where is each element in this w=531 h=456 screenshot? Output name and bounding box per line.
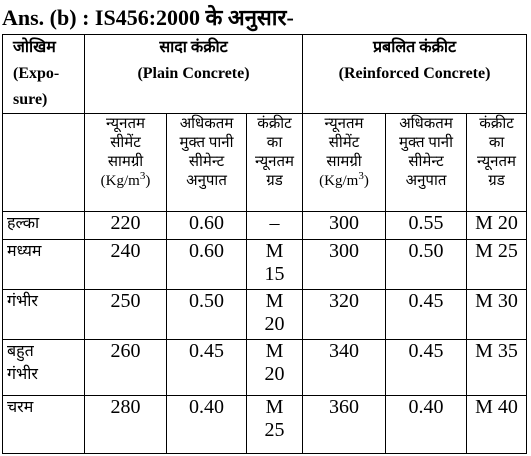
unit-superscript: 3	[139, 170, 146, 182]
plain-grade-cell	[247, 212, 303, 240]
grade-line: M	[265, 396, 284, 418]
reinforced-wc-cell: 0.55	[386, 212, 467, 240]
reinforced-cement-cell: 360	[303, 396, 386, 454]
plain-wc-cell: 0.60	[167, 240, 247, 290]
unit-line	[303, 172, 385, 191]
subheader-line: कंक्रीट	[257, 116, 292, 132]
plain-cement-cell: 280	[85, 396, 167, 454]
plain-cement-cell: 250	[85, 290, 167, 340]
reinforced-min-cement-header	[303, 114, 386, 212]
reinforced-grade-cell: M 25	[467, 240, 527, 290]
unit-text: (Kg/m	[100, 173, 140, 189]
plain-concrete-english: (Plain Concrete)	[137, 65, 250, 82]
subheader-line: का	[488, 135, 505, 151]
exposure-header-line: (Expo-	[13, 65, 60, 82]
subheader-line: अनुपात	[186, 173, 227, 189]
subheader-line: न्यूनतम	[477, 154, 517, 170]
label-line: चरम	[7, 399, 34, 416]
exposure-header	[3, 35, 85, 114]
grade-line: M	[265, 240, 284, 262]
header-row	[3, 35, 527, 114]
plain-grade-cell	[247, 290, 303, 340]
plain-cement-cell: 240	[85, 240, 167, 290]
reinforced-cement-cell: 300	[303, 212, 386, 240]
subheader-line: सामग्री	[107, 154, 144, 170]
label-line: बहुत	[7, 343, 34, 360]
plain-wc-cell: 0.45	[167, 340, 247, 396]
grade-line: 25	[264, 419, 285, 441]
subheader-line: सीमेंट	[328, 135, 360, 151]
subheader-line: न्यूनतम	[255, 154, 294, 170]
grade-line: 15	[264, 263, 285, 285]
subheader-line: न्यूनतम	[106, 116, 145, 132]
reinforced-wc-cell: 0.45	[386, 340, 467, 396]
subheader-line: ग्रड	[266, 173, 283, 189]
unit-superscript: 3	[358, 170, 364, 182]
exposure-label	[3, 290, 85, 340]
grade-line: 20	[264, 313, 285, 335]
grade-line: M	[265, 340, 284, 362]
plain-grade-cell	[247, 340, 303, 396]
subheader-line: कंक्रीट	[479, 116, 514, 132]
exposure-header-line: sure)	[13, 91, 48, 108]
exposure-label	[3, 340, 85, 396]
reinforced-concrete-english: (Reinforced Concrete)	[338, 65, 491, 82]
label-line: मध्यम	[7, 243, 42, 260]
plain-max-wc-header	[167, 114, 247, 212]
plain-min-cement-header	[85, 114, 167, 212]
subheader-line: अधिकतम	[399, 116, 453, 132]
subheader-line: मुक्त पानी	[179, 135, 234, 151]
reinforced-concrete-hindi: प्रबलित कंक्रीट	[372, 39, 457, 56]
plain-wc-cell: 0.40	[167, 396, 247, 454]
reinforced-grade-cell: M 35	[467, 340, 527, 396]
exposure-label	[3, 396, 85, 454]
subheader-line: सीमेन्ट	[188, 154, 225, 170]
label-line: हल्का	[7, 215, 40, 232]
unit-close: )	[363, 173, 369, 189]
reinforced-grade-cell: M 40	[467, 396, 527, 454]
label-line: गंभीर	[7, 366, 38, 383]
reinforced-grade-cell: M 20	[467, 212, 527, 240]
reinforced-cement-cell: 320	[303, 290, 386, 340]
table-row	[3, 290, 527, 340]
subheader-line: ग्रड	[488, 173, 505, 189]
subheader-line: मुक्त पानी	[399, 135, 453, 151]
label-line: गंभीर	[7, 293, 38, 310]
blank-subheader	[3, 114, 85, 212]
subheader-line: का	[266, 135, 283, 151]
subheader-line: अधिकतम	[179, 116, 234, 132]
exposure-label	[3, 212, 85, 240]
grade-line: 20	[264, 363, 285, 385]
reinforced-wc-cell: 0.45	[386, 290, 467, 340]
plain-wc-cell: 0.60	[167, 212, 247, 240]
reinforced-grade-cell: M 30	[467, 290, 527, 340]
grade-line: M	[265, 290, 284, 312]
plain-grade-cell	[247, 240, 303, 290]
reinforced-wc-cell: 0.40	[386, 396, 467, 454]
table-row	[3, 212, 527, 240]
reinforced-concrete-header	[303, 35, 527, 114]
grade-line: –	[269, 212, 280, 234]
reinforced-min-grade-header	[467, 114, 527, 212]
subheader-line: सामग्री	[326, 154, 362, 170]
table-row	[3, 240, 527, 290]
exposure-concrete-table	[2, 34, 527, 454]
unit-line	[85, 172, 166, 191]
subheader-row	[3, 114, 527, 212]
unit-close: )	[145, 173, 151, 189]
exposure-label	[3, 240, 85, 290]
reinforced-max-wc-header	[386, 114, 467, 212]
unit-text: (Kg/m	[319, 173, 359, 189]
plain-min-grade-header	[247, 114, 303, 212]
plain-concrete-header	[85, 35, 303, 114]
plain-grade-cell	[247, 396, 303, 454]
table-row	[3, 340, 527, 396]
reinforced-cement-cell: 300	[303, 240, 386, 290]
subheader-line: न्यूनतम	[324, 116, 364, 132]
reinforced-cement-cell: 340	[303, 340, 386, 396]
reinforced-wc-cell: 0.50	[386, 240, 467, 290]
answer-heading: Ans. (b) : IS456:2000 के अनुसार-	[2, 5, 294, 30]
plain-wc-cell: 0.50	[167, 290, 247, 340]
plain-cement-cell: 260	[85, 340, 167, 396]
subheader-line: सीमेन्ट	[408, 154, 444, 170]
plain-cement-cell: 220	[85, 212, 167, 240]
plain-concrete-hindi: सादा कंक्रीट	[159, 39, 228, 56]
table-row	[3, 396, 527, 454]
exposure-header-line: जोखिम	[13, 39, 56, 56]
subheader-line: अनुपात	[405, 173, 447, 189]
subheader-line: सीमेंट	[110, 135, 141, 151]
